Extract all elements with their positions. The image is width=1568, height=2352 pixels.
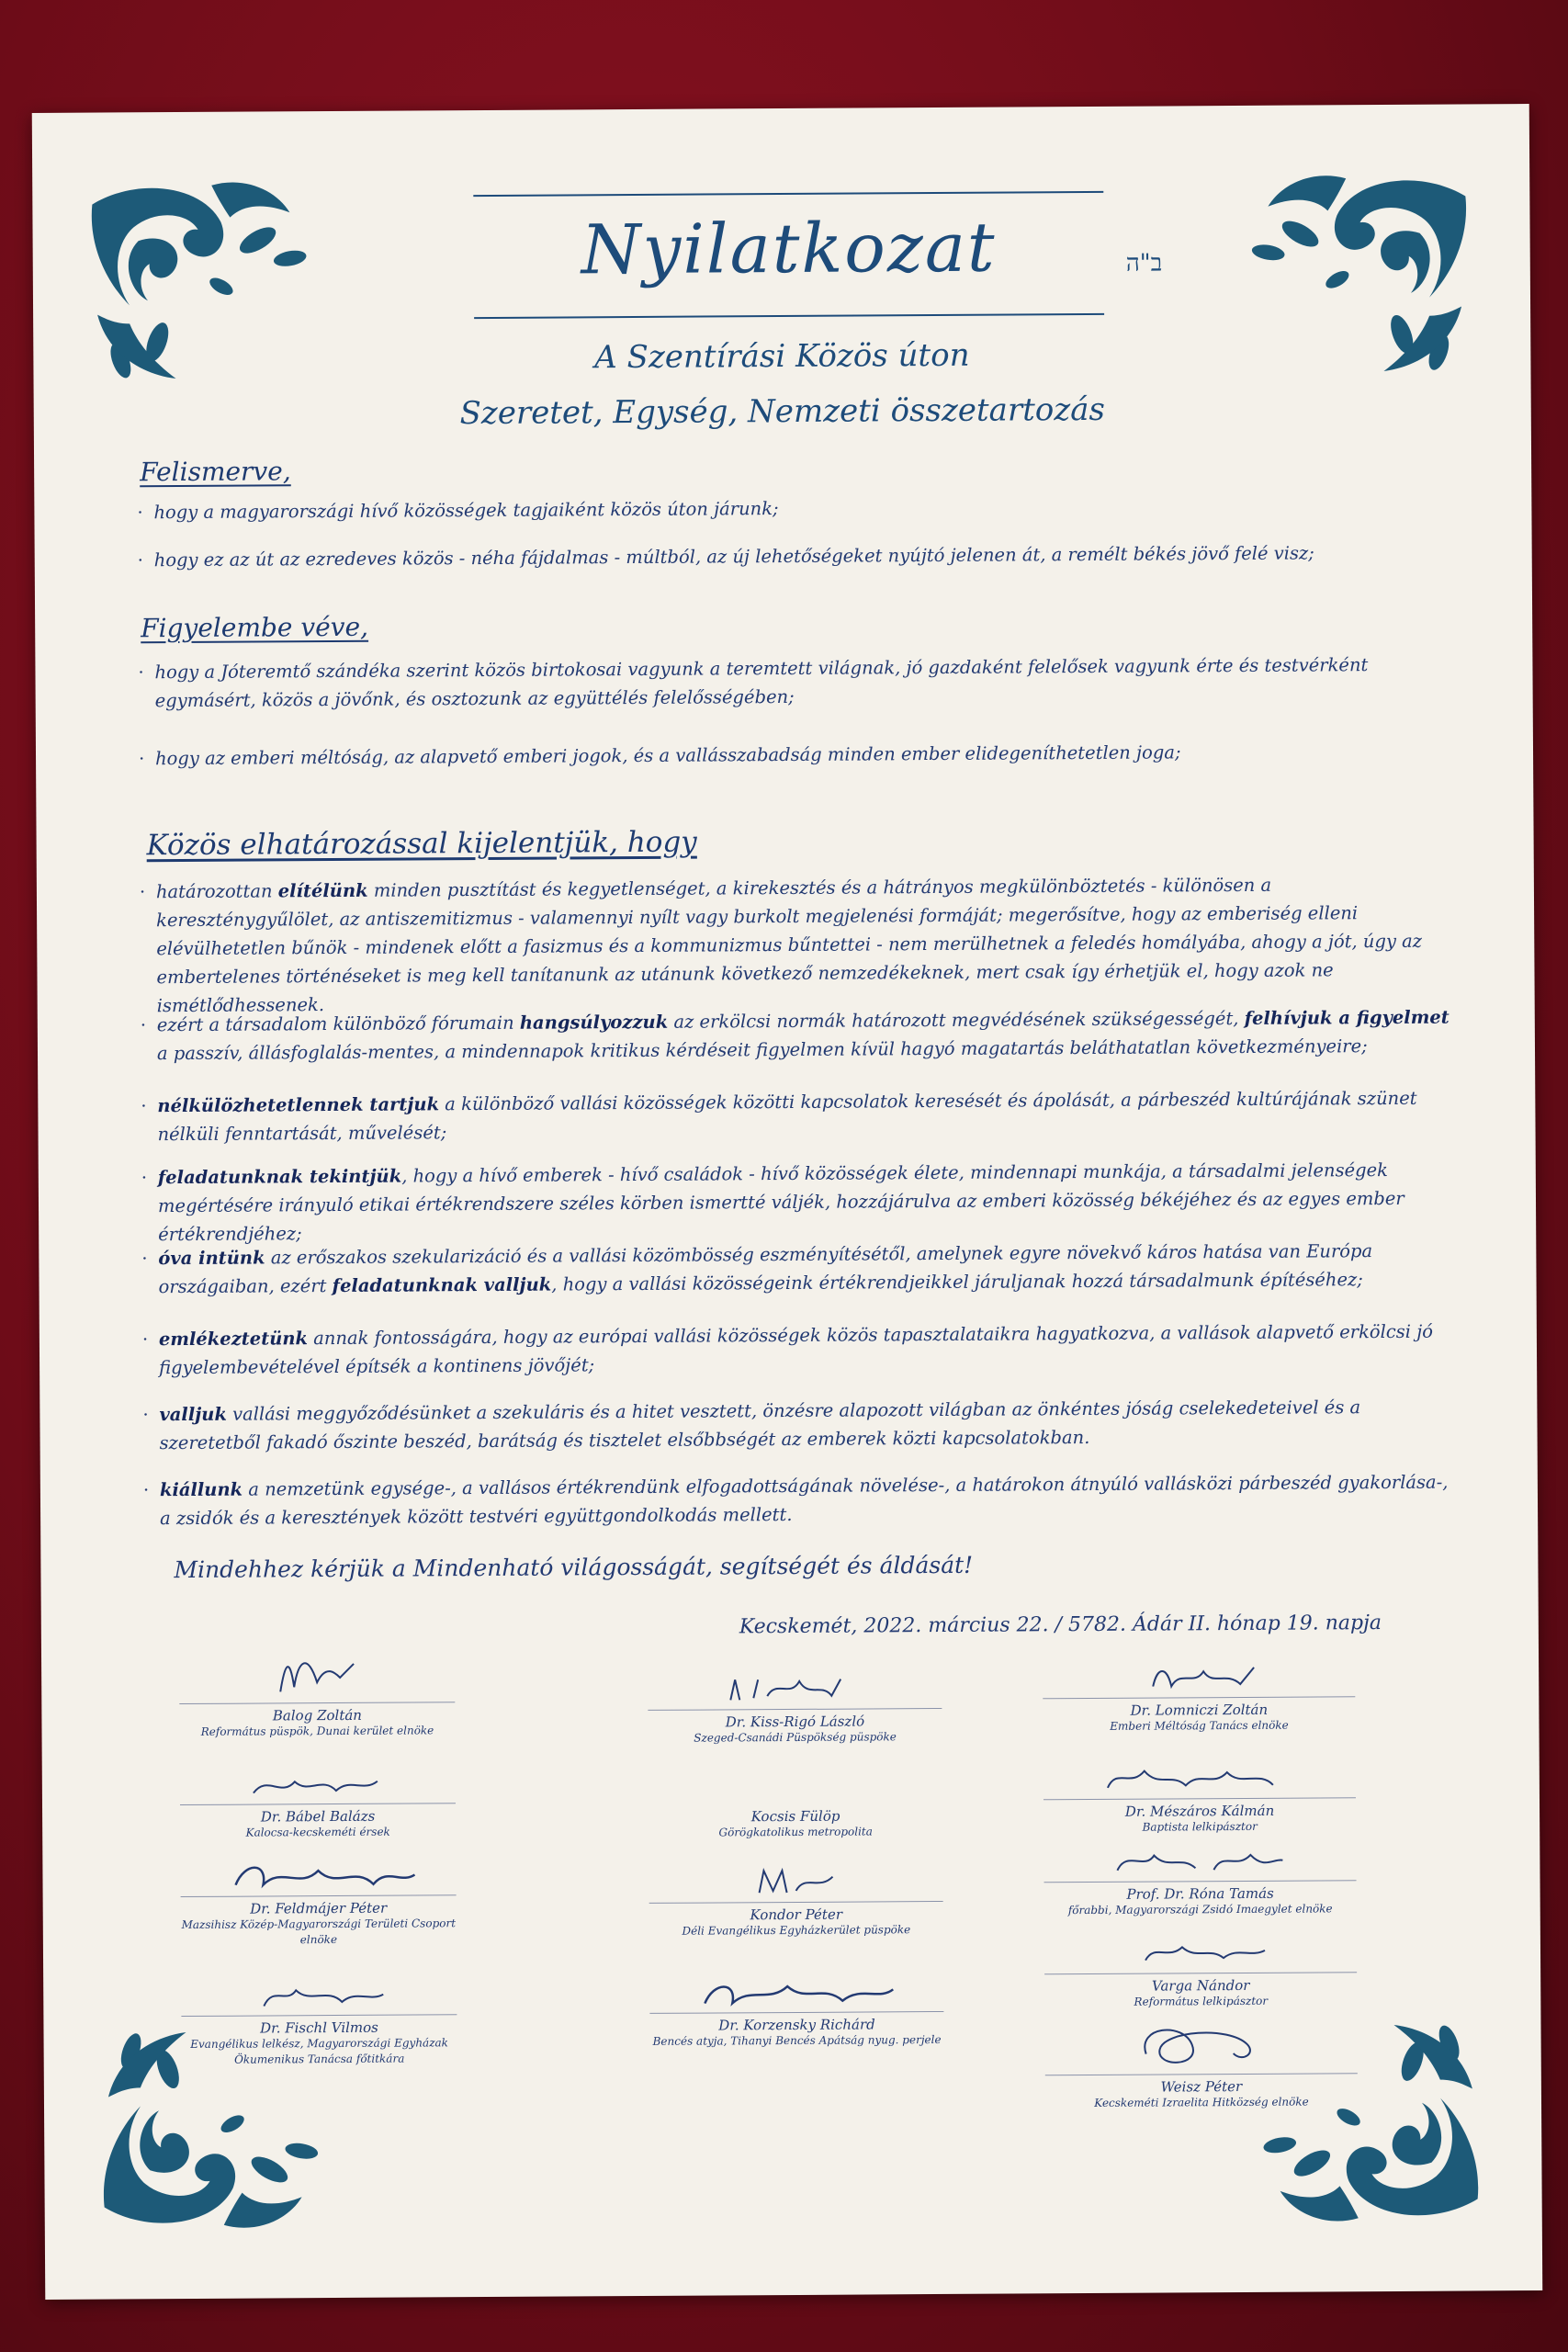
signature-block [649, 1973, 943, 2050]
document-title: Nyilatkozat [581, 208, 997, 290]
signatory-name: Balog Zoltán [272, 1706, 362, 1724]
signature-block [1043, 1841, 1356, 1918]
declaration-item-2: · ezért a társadalom különböző fórumain hangsúlyozzuk az erkölcsi normák határozott megvédésének szükségességét, felhívjuk a figyelmet a passzív, állásfoglalás-mentes, a mindennapok kritikus kérdéseit figyelmen kívül hagyó magatartás beláthatatlan következményeire; [140, 1006, 1450, 1065]
signatory-role: Bencés atyja, Tihanyi Bencés Apátság nyug. perjele [652, 2032, 942, 2048]
signatory-name: Kocsis Fülöp [750, 1807, 840, 1826]
signature-block [179, 1645, 456, 1740]
paragraph-3: · hogy a Jóteremtő szándéka szerint közös birtokosai vagyunk a teremtett világnak, jó gazdaként felelősek vagyunk érte és testvérként egymásért, közös a jövőnk, és osztozunk az együttélés felelősségében; [138, 654, 1369, 712]
heading-figyelembe-veve: Figyelembe véve, [141, 611, 369, 644]
signatory-role: Emberi Méltóság Tanács elnöke [1110, 1718, 1289, 1733]
handwritten-signature [649, 1862, 942, 1901]
handwritten-signature [181, 1975, 457, 2014]
signatory-role: Evangélikus lelkész, Magyarországi Egyházak Ökumenikus Tanácsa főtitkára [190, 2036, 448, 2066]
handwritten-signature [1043, 1657, 1355, 1696]
handwritten-signature [1044, 1933, 1357, 1972]
signatory-name: Dr. Korzensky Richárd [718, 2016, 875, 2034]
signatory-name: Dr. Kiss-Rigó László [725, 1713, 865, 1731]
signatory-role: Déli Evangélikus Egyházkerület püspöke [682, 1923, 911, 1938]
signature-block [180, 1764, 456, 1841]
signatory-role: Görögkatolikus metropolita [718, 1825, 873, 1839]
declaration-item-8: · kiállunk a nemzetünk egysége-, a vallásos értékrendünk elfogadottságának növelése-, a határokon átnyúló vallásközi párbeszéd gyakorlása-, a zsidók és a keresztények között testvéri együttgondolkodás mellett. [142, 1471, 1449, 1530]
handwritten-signature [1043, 1841, 1356, 1880]
paragraph-4: · hogy az emberi méltóság, az alapvető emberi jogok, és a vallásszabadság minden ember elidegeníthetetlen joga; [138, 741, 1181, 770]
floral-corner-ornament-icon [1226, 168, 1476, 418]
signatory-name: Dr. Bábel Balázs [260, 1807, 376, 1826]
hebrew-bh-mark: ב"ה [1125, 249, 1163, 277]
signatory-name: Varga Nándor [1151, 1976, 1250, 1995]
signatory-role: Szeged-Csanádi Püspökség püspöke [694, 1730, 897, 1745]
signatory-role: Mazsihisz Közép-Magyarországi Területi Csoport elnöke [181, 1917, 457, 1947]
paragraph-1: · hogy a magyarországi hívő közösségek tagjaiként közös úton járunk; [137, 498, 779, 524]
signature-block [649, 1862, 942, 1939]
declaration-item-4: · feladatunknak tekintjük, hogy a hívő emberek - hívő családok - hívő közösségek élete, mindennapi munkája, a társadalmi jelenségek megértésére irányuló etikai értékrendszere széles körben ismertté váljék, hozzájárulva az emberi közösség békéjéhez és az egyes ember értékrendjéhez; [141, 1159, 1404, 1246]
title-rule-top [473, 191, 1103, 197]
declaration-item-6: · emlékeztetünk annak fontosságára, hogy az európai vallási közösségek közös tapasztalataikra hagyatkozva, a vallások alapvető erkölcsi jó figyelembevételével építsék a kontinens jövőjét; [141, 1320, 1434, 1379]
declaration-item-5: · óva intünk az erőszakos szekularizáció és a vallási közömbösség eszményítésétől, amelynek egyre növekvő káros hatása van Európa országaiban, ezért feladatunknak valljuk, hogy a vallási közösségeink értékrendjeikkel járuljanak hozzá társadalmunk építéséhez; [141, 1240, 1373, 1298]
signatory-role: Református lelkipásztor [1134, 1994, 1269, 2008]
declaration-item-1: · határozottan elítélünk minden pusztítást és kegyetlenséget, a kirekesztés és a hátrányos megkülönböztetés - különösen a kereszténygyűlölet, az antiszemitizmus - valamennyi nyílt vagy burkolt megjelenési formáját; megerősítve, hogy az emberiség elleni elévülhetetlen bűnök - mindenek előtt a fasizmus és a kommunizmus bűntettei - nem merülhetnek a feledés homályába, ahogy a jót, úgy az embertelenes történéseket is meg kell tanítanunk az utánunk következő nemzedékeknek, mert csak így érhetjük el, hogy azok ne ismétlődhessenek. [139, 874, 1423, 1017]
handwritten-signature [179, 1645, 455, 1702]
handwritten-signature [1043, 1758, 1356, 1797]
title-rule-bottom [474, 313, 1104, 319]
signature-block [649, 1789, 942, 1841]
signatory-role: Református püspök, Dunai kerület elnöke [200, 1724, 434, 1738]
signature-block [648, 1669, 942, 1747]
declaration-document [32, 104, 1543, 2300]
handwritten-signature [648, 1669, 942, 1708]
signatory-name: Dr. Mészáros Kálmán [1124, 1802, 1275, 1820]
handwritten-signature [649, 1789, 942, 1809]
handwritten-signature [1044, 2016, 1357, 2073]
signatory-name: Kondor Péter [750, 1905, 843, 1924]
signatory-role: Kalocsa-kecskeméti érsek [245, 1825, 390, 1839]
signature-block [1044, 2016, 1358, 2111]
handwritten-signature [180, 1856, 456, 1894]
declaration-item-3: · nélkülözhetetlennek tartjuk a különböző vallási közösségek közötti kapcsolatok keresését és ápolását, a párbeszéd kultúrájának szünet nélküli fenntartását, művelését; [141, 1087, 1417, 1146]
signature-block [181, 1975, 457, 2068]
signatory-name: Prof. Dr. Róna Tamás [1126, 1884, 1274, 1903]
signatory-role: Baptista lelkipásztor [1142, 1819, 1258, 1834]
heading-kozos-elhatarozassal: Közös elhatározással kijelentjük, hogy [146, 825, 697, 863]
subtitle-line-2: Szeretet, Egység, Nemzeti összetartozás [459, 390, 1106, 433]
handwritten-signature [649, 1973, 943, 2011]
signature-block [1043, 1758, 1356, 1836]
signatory-role: főrabbi, Magyarországi Zsidó Imaegylet elnöke [1067, 1902, 1333, 1917]
signature-block [1043, 1657, 1355, 1735]
date-place-line: Kecskemét, 2022. március 22. / 5782. Ádár II. hónap 19. napja [739, 1611, 1382, 1639]
signatory-name: Weisz Péter [1160, 2077, 1243, 2096]
handwritten-signature [180, 1764, 456, 1803]
signatory-name: Dr. Feldmájer Péter [250, 1899, 388, 1917]
subtitle-line-1: A Szentírási Közös úton [594, 336, 970, 377]
signatory-name: Dr. Fischl Vilmos [260, 2018, 378, 2037]
closing-blessing: Mindehhez kérjük a Mindenható világosságát, segítségét és áldását! [174, 1551, 974, 1584]
floral-corner-ornament-icon [83, 175, 333, 425]
signature-block [180, 1856, 457, 1949]
signatory-name: Dr. Lomniczi Zoltán [1130, 1701, 1269, 1719]
heading-felismerve: Felismerve, [140, 456, 291, 488]
signatory-role: Kecskeméti Izraelita Hitközség elnöke [1094, 2095, 1309, 2109]
declaration-item-7: · valljuk vallási meggyőződésünket a szekuláris és a hitet vesztett, önzésre alapozott világban az önkéntes jóság cselekedeteivel és a szeretetből fakadó őszinte beszéd, barátság és tisztelet elsőbbségét az emberek közti kapcsolatokban. [142, 1396, 1361, 1454]
paragraph-2: · hogy ez az út az ezredeves közös - néha fájdalmas - múltból, az új lehetőségeket nyújtó jelenen át, a remélt békés jövő felé visz; [137, 542, 1314, 571]
signature-block [1044, 1933, 1357, 2010]
